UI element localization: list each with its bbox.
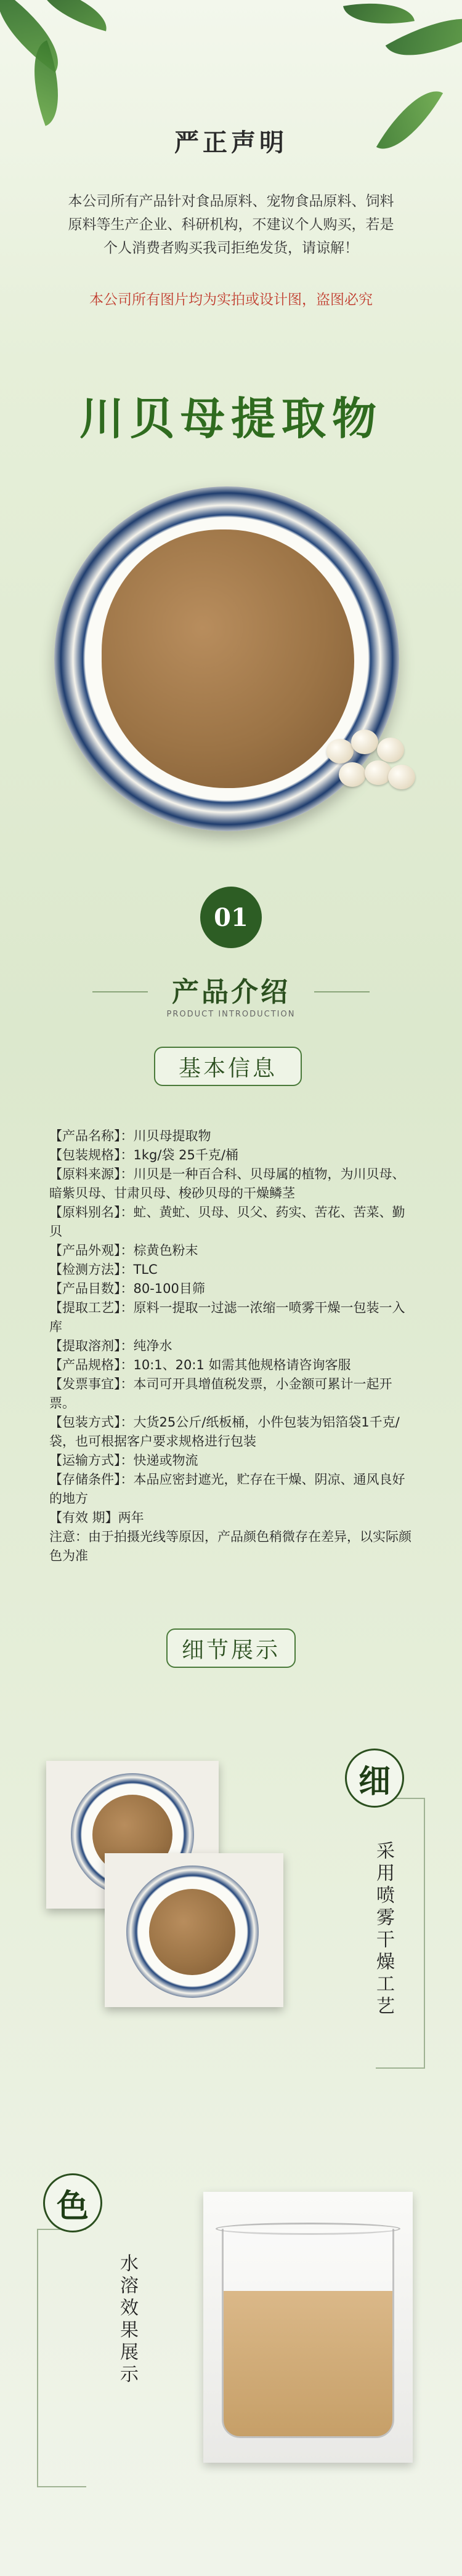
beaker-image <box>203 2192 413 2463</box>
section-subtitle: PRODUCT INTRODUCTION <box>166 1010 296 1019</box>
info-row: 【包装规格】：1kg/袋 25千克/桶 <box>49 1148 238 1162</box>
section-title: 产品介绍 <box>172 976 290 1008</box>
info-row: 【发票事宜】：本司可开具增值税发票，小金额可累计一起开票。 <box>49 1377 392 1411</box>
declaration-body: 本公司所有产品针对食品原料、宠物食品原料、饲料原料等生产企业、科研机构，不建议个人购买，若是个人消费者购买我司拒绝发货，请谅解！ <box>68 193 394 256</box>
declaration-warning: 本公司所有图片均为实拍或设计图，盗图必究 <box>89 292 373 308</box>
detail-photo-2 <box>105 1853 283 2007</box>
info-row: 【提取工艺】：原料一提取一过滤一浓缩一喷雾干燥一包装一入库 <box>49 1300 405 1334</box>
details-label: 细节展示 <box>166 1628 296 1668</box>
fritillaria-bulbs-image <box>320 727 419 807</box>
fine-badge: 细 <box>345 1749 404 1808</box>
info-row: 【产品目数】：80-100目筛 <box>49 1281 205 1296</box>
info-row: 【产品名称】：川贝母提取物 <box>49 1129 211 1143</box>
info-row: 【产品规格】：10:1、20:1 如需其他规格请咨询客服 <box>49 1358 351 1372</box>
info-row: 注意：由于拍摄光线等原因，产品颜色稍微存在差异，以实际颜色为准 <box>49 1529 411 1563</box>
fine-description: 采用喷雾干燥工艺 <box>373 1841 394 2018</box>
info-row: 【检测方法】：TLC <box>49 1262 158 1277</box>
info-row: 【原料别名】：虻、黄虻、贝母、贝父、药实、苦花、苦菜、勤贝 <box>49 1205 405 1239</box>
info-row: 【产品外观】：棕黄色粉末 <box>49 1243 198 1258</box>
section-number-badge: 01 <box>200 887 262 948</box>
color-badge: 色 <box>43 2173 102 2232</box>
leaf-decoration <box>18 40 74 126</box>
info-row: 【存储条件】：本品应密封遮光，贮存在干燥、阴凉、通风良好的地方 <box>49 1472 405 1506</box>
leaf-decoration <box>343 0 415 33</box>
info-row: 【原料来源】：川贝是一种百合科、贝母属的植物，为川贝母、暗紫贝母、甘肃贝母、梭砂贝母的干燥鳞茎 <box>49 1167 405 1201</box>
powder-image <box>102 529 354 788</box>
info-row: 【有效 期】两年 <box>49 1510 144 1525</box>
info-row: 【运输方式】：快递或物流 <box>49 1453 198 1468</box>
info-row: 【包装方式】：大货25公斤/纸板桶，小件包装为铝箔袋1千克/袋，也可根据客户要求规格进行包装 <box>49 1415 400 1449</box>
declaration-title: 严正声明 <box>174 129 288 157</box>
info-row: 【提取溶剂】：纯净水 <box>49 1338 172 1353</box>
basic-info-list <box>49 1127 413 1566</box>
color-panel-frame <box>37 2229 86 2487</box>
product-title: 川贝母提取物 <box>79 393 383 445</box>
basic-info-label: 基本信息 <box>154 1047 302 1086</box>
leaf-decoration <box>34 0 113 31</box>
color-description: 水溶效果展示 <box>116 2253 138 2386</box>
